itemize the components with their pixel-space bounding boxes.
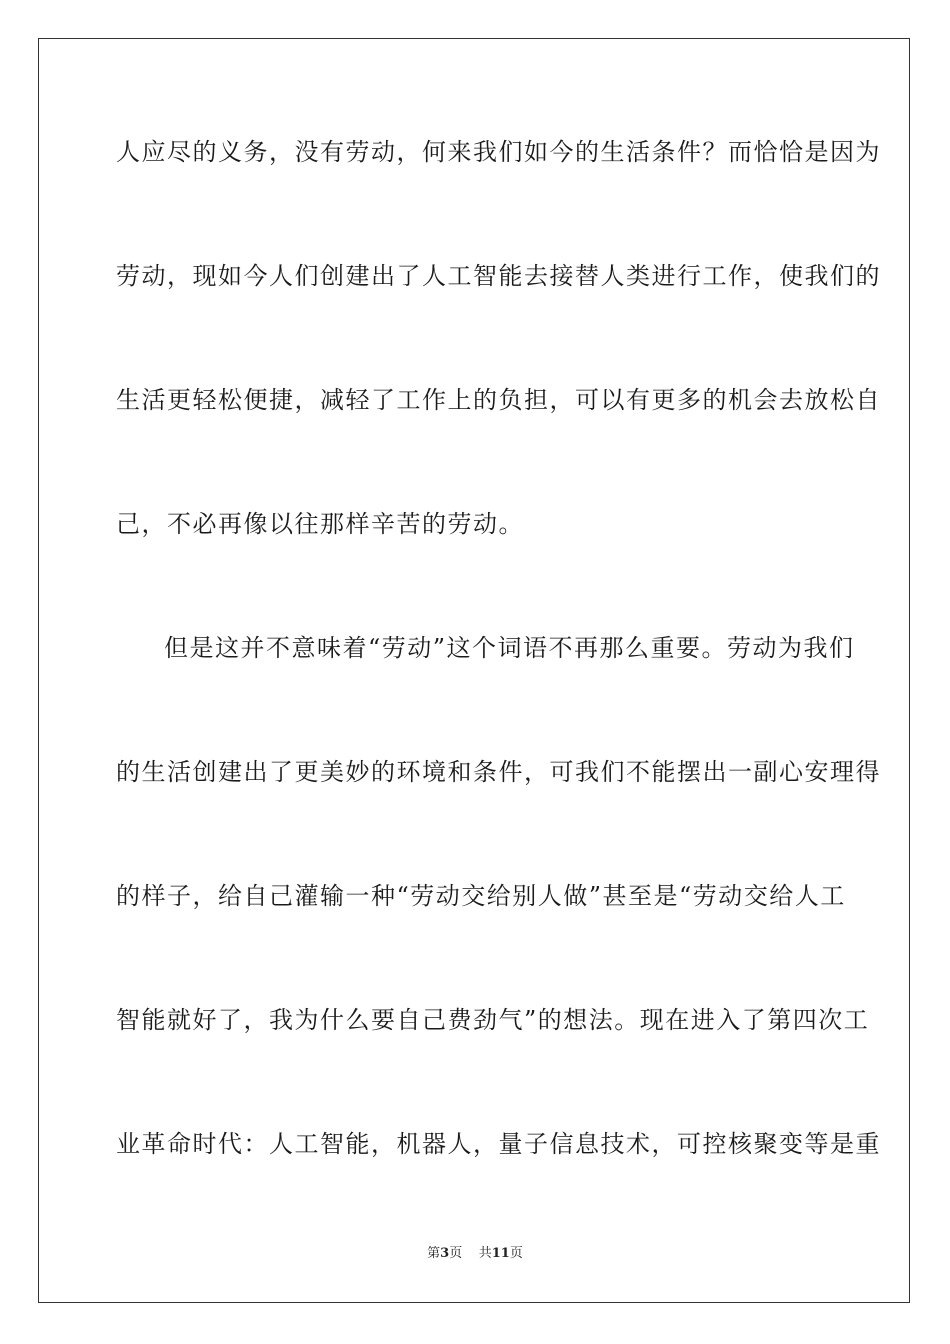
body-line-7: 的样子，给自己灌输一种“劳动交给别人做”甚至是“劳动交给人工 bbox=[116, 882, 846, 910]
page-suffix: 页 bbox=[449, 1246, 463, 1261]
total-suffix: 页 bbox=[509, 1246, 523, 1261]
total-prefix: 共 bbox=[478, 1246, 492, 1261]
body-line-1: 人应尽的义务，没有劳动，何来我们如今的生活条件？而恰恰是因为 bbox=[116, 138, 881, 166]
page-prefix: 第 bbox=[427, 1246, 441, 1261]
body-line-4: 己，不必再像以往那样辛苦的劳动。 bbox=[116, 510, 524, 538]
page-number: 3 bbox=[440, 1246, 450, 1261]
paragraph-start-line: 但是这并不意味着“劳动”这个词语不再那么重要。劳动为我们 bbox=[164, 634, 855, 662]
page-footer bbox=[0, 1245, 950, 1263]
total-pages: 11 bbox=[491, 1246, 510, 1261]
body-line-9: 业革命时代：人工智能，机器人，量子信息技术，可控核聚变等是重 bbox=[116, 1130, 881, 1158]
body-line-2: 劳动，现如今人们创建出了人工智能去接替人类进行工作，使我们的 bbox=[116, 262, 881, 290]
body-line-8: 智能就好了，我为什么要自己费劲气”的想法。现在进入了第四次工 bbox=[116, 1006, 870, 1034]
body-line-3: 生活更轻松便捷，减轻了工作上的负担，可以有更多的机会去放松自 bbox=[116, 386, 881, 414]
body-line-6: 的生活创建出了更美妙的环境和条件，可我们不能摆出一副心安理得 bbox=[116, 758, 881, 786]
page-border bbox=[38, 38, 910, 1303]
